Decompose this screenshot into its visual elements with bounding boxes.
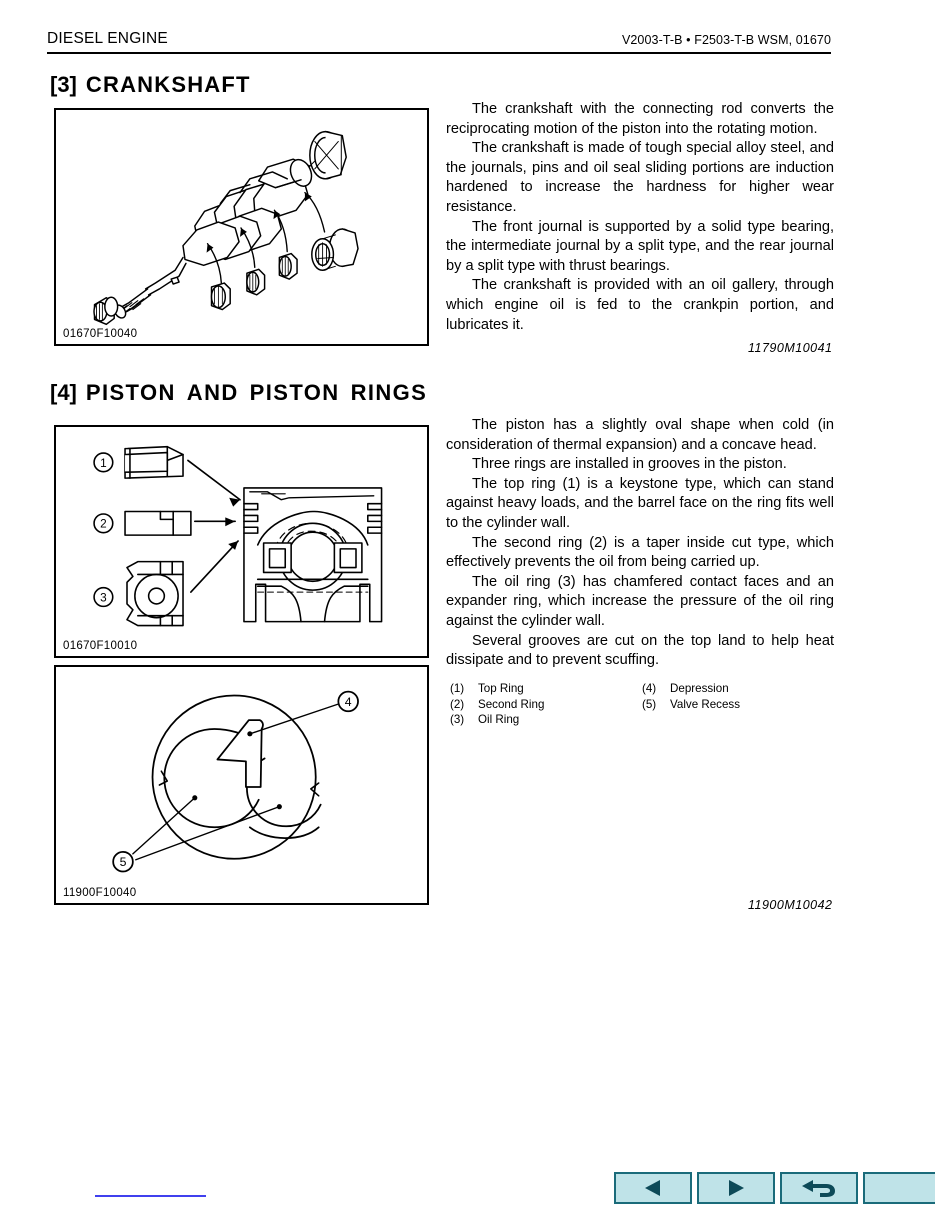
figure-id-piston-rings: 01670F10010 — [63, 640, 138, 652]
header-reference: V2003-T-B • F2503-T-B WSM, 01670 — [621, 33, 831, 47]
navigation-bar — [614, 1172, 935, 1204]
right-triangle-icon — [725, 1178, 747, 1198]
go-back-button[interactable] — [780, 1172, 858, 1204]
figure-id-crankshaft: 01670F10040 — [63, 328, 138, 340]
callout-2: 2 — [100, 517, 107, 531]
section-number: [3] — [50, 72, 77, 97]
caption-code-piston: 11900M10042 — [748, 898, 833, 912]
paragraph: The front journal is supported by a solid type bearing, the intermediate journal by a split type, and the rear journal by a split type with thrust bearings. — [446, 218, 834, 274]
legend-item — [450, 681, 544, 697]
paragraph: The crankshaft with the connecting rod converts the reciprocating motion of the piston into the rotating motion. — [446, 101, 834, 137]
callout-1: 1 — [100, 456, 107, 470]
paragraph: Three rings are installed in grooves in the piston. — [472, 456, 787, 473]
figure-piston-rings — [54, 425, 429, 658]
section-title: PISTON AND PISTON RINGS — [85, 380, 428, 405]
legend-number: (3) — [450, 713, 465, 727]
legend-item — [642, 697, 740, 713]
legend-number: (4) — [642, 682, 657, 695]
crankshaft-body-text — [446, 100, 834, 335]
paragraph: Several grooves are cut on the top land to help heat dissipate and to prevent scuffing. — [446, 632, 834, 669]
page-header — [47, 30, 831, 56]
header-divider — [47, 52, 831, 54]
figure-piston-crown — [54, 665, 429, 905]
legend-label: Oil Ring — [478, 713, 520, 727]
legend-item — [450, 697, 544, 713]
piston-rings-drawing — [56, 427, 427, 656]
paragraph: The crankshaft is provided with an oil gallery, through which engine oil is fed to the crankpin portion, and lubricates it. — [446, 277, 834, 333]
section-heading-piston — [50, 380, 438, 406]
section-heading-crankshaft — [50, 72, 251, 98]
legend-item — [450, 712, 544, 728]
header-title: DIESEL ENGINE — [47, 30, 168, 47]
paragraph: The oil ring (3) has chamfered contact faces and an expander ring, which increase the pressure of the oil ring against the cylinder wall. — [446, 573, 834, 629]
legend-number: (5) — [642, 697, 657, 711]
next-page-button[interactable] — [697, 1172, 775, 1204]
bottom-hyperlink-underline[interactable] — [95, 1195, 206, 1197]
legend-column-right — [642, 681, 740, 712]
callout-3: 3 — [100, 591, 107, 605]
caption-code-crankshaft: 11790M10041 — [748, 341, 833, 355]
figure-crankshaft — [54, 108, 429, 346]
legend-column-left — [450, 681, 544, 728]
legend-label: Second Ring — [478, 697, 545, 711]
piston-crown-drawing — [56, 667, 427, 903]
legend-number: (2) — [450, 697, 465, 711]
figure-id-piston-crown: 11900F10040 — [63, 887, 137, 899]
callout-4: 4 — [344, 694, 352, 709]
legend-item — [642, 681, 740, 697]
paragraph: The piston has a slightly oval shape when cold (in consideration of thermal expansion) and a concave head. — [446, 417, 834, 453]
left-triangle-icon — [642, 1178, 664, 1198]
previous-page-button[interactable] — [614, 1172, 692, 1204]
legend-label: Top Ring — [478, 682, 524, 695]
legend-number: (1) — [450, 682, 465, 695]
blank-button[interactable] — [863, 1172, 935, 1204]
paragraph: The crankshaft is made of tough special alloy steel, and the journals, pins and oil seal sliding portions are induction hardened to increase the hardness for higher wear resistance. — [446, 140, 834, 215]
legend-label: Valve Recess — [670, 697, 741, 711]
legend-label: Depression — [670, 682, 729, 695]
paragraph: The second ring (2) is a taper inside cut type, which effectively prevents the oil from being carried up. — [446, 534, 834, 571]
section-title: CRANKSHAFT — [85, 72, 251, 97]
callout-5: 5 — [119, 855, 127, 870]
section-number: [4] — [50, 380, 77, 405]
piston-body-text — [446, 416, 834, 671]
return-arrow-icon — [799, 1177, 839, 1199]
paragraph: The top ring (1) is a keystone type, which can stand against heavy loads, and the barrel face on the ring fits well to the cylinder wall. — [446, 475, 834, 531]
crankshaft-drawing — [56, 110, 427, 344]
